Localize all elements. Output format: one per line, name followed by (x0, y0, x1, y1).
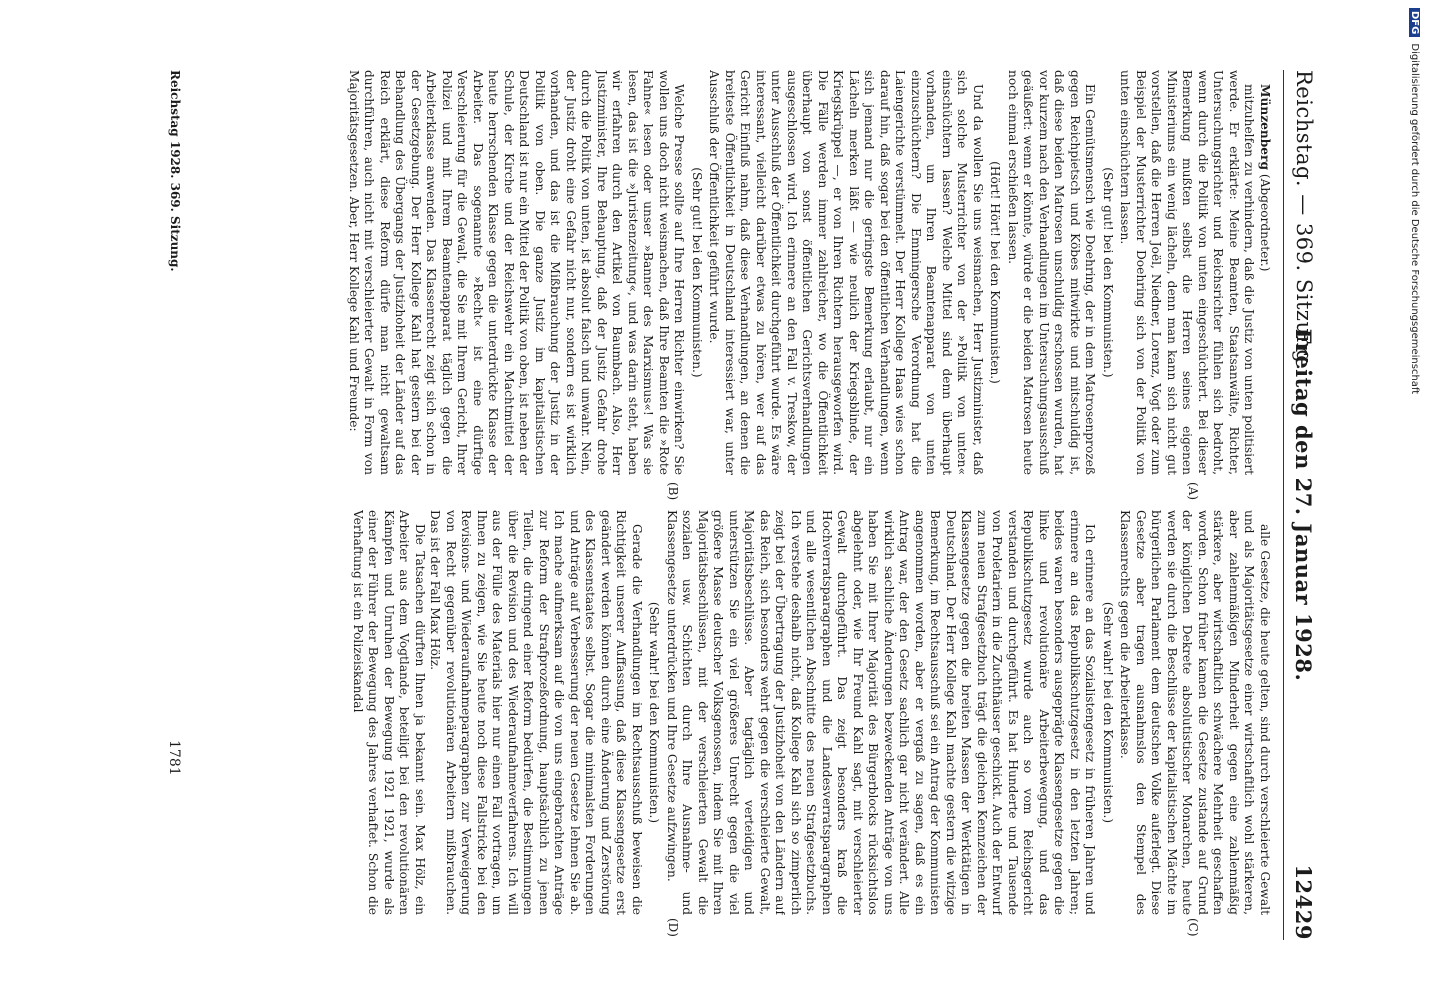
paragraph: Gerade die Verhandlungen im Rechtsausschuß beweisen die Richtigkeit unserer Auffassung, daß diese Klassengesetze erst geändert werden können durch eine Änderung und Zerstörung des Klassenstaates selbst. Sogar die minimalsten Forderungen und Anträge auf Verbesserung der neuen Gesetze lehnen Sie ab. Ich mache aufmerksam auf die von uns eingebrachten Anträge zur Reform der Strafprozeßordnung, hauptsächlich zu jenen Teilen, die dringend einer Reform bedürfen, die Bestimmungen über die Revision und des Wiederaufnahmeverfahrens. Ich will aus der Fülle des Materials hier nur einen Fall vortragen, um Ihnen zu zeigen, wie Sie heute noch diese Fallstricke bei den Revisions- und Wiederaufnahmeparagraphen zur Verweigerung von Recht gegenüber revolutionären Arbeitern mißbrauchen. Das ist der Fall Max Hölz. (428, 510, 644, 915)
paragraph: Ich erinnere an das Sozialistengesetz in früheren Jahren und erinnere an das Republikschutzgesetz in den letzten Jahren; beides waren besonders ausgeprägte Klassengesetze gegen die linke und revolutionäre Arbeiterbewegung, und das Republikschutzgesetz wurde auch so vom Reichsgericht verstanden und durchgeführt. Es hat Hunderte und Tausende von Proletariern in die Zuchthäuser geschickt. Auch der Entwurf zum neuen Strafgesetzbuch trägt die gleichen Kennzeichen der Klassengesetze gegen die breiten Massen der Werktätigen in Deutschland. Der Herr Kollege Kahl machte gestern die witzige Bemerkung, im Rechtsausschuß sei ein Antrag der Kommunisten angenommen worden, aber er vergaß zu sagen, daß es ein Antrag war, der den Gesetz sachlich gar nicht verändert. Alle wirklich sachliche Änderungen bezweckenden Anträge von uns haben Sie mit Ihrer Majorität des Bürgerblocks rücksichtslos abgelehnt oder, wie Ihr Freund Kahl sagt, mit verschleierter Gewalt durchgeführt. Das zeigt besonders kraß die Hochverratsparagraphen und die Landesverratsparagraphen und alle wesentlichen Abschnitte des neuen Strafgesetzbuchs. Ich verstehe deshalb nicht, daß Kollege Kahl sich so zimperlich zeigt bei der Übertragung der Justizhoheit von den Ländern auf das Reich, sich besonders wehrt gegen die verschleierte Gewalt, Majoritätsbeschlüsse. Aber tagtäglich verteidigen und unterstützen Sie ein viel größeres Unrecht gegen die viel größere Masse deutscher Volksgenossen, indem Sie mit Ihren Majoritätsbeschlüssen, mit der verschleierten Gewalt die sozialen usw. Schichten durch Ihre Ausnahme- und Klassengesetze unterdrücken und Ihre Gesetze aufzwingen. (665, 510, 1098, 915)
speaker-name: Münzenberg (1258, 84, 1272, 170)
credit-text: Digitalisierung gefördert durch die Deutsche Forschungsgemeinschaft (1409, 43, 1420, 395)
margin-marker-a: (A) (1186, 482, 1200, 501)
page-header (1286, 70, 1320, 940)
dfg-logo: DFG (1409, 8, 1420, 37)
interjection: (Sehr gut! bei den Kommunisten.) (1101, 167, 1115, 378)
header-page-number: 12429 (1291, 864, 1316, 940)
interjection: (Sehr wahr! bei den Kommunisten.) (1101, 601, 1115, 824)
speaker-line (1257, 70, 1273, 475)
interjection: (Sehr wahr! bei den Kommunisten.) (647, 601, 662, 824)
header-session: Reichstag. — 369. Sitzung. (1292, 70, 1316, 371)
header-rule (1283, 70, 1284, 940)
header-date: Freitag den 27. Januar 1928. (1291, 328, 1316, 682)
margin-marker-c: (C) (1186, 918, 1200, 937)
footer-session: Reichstag 1928. 369. Sitzung. (168, 70, 182, 272)
interjection: (Sehr gut! bei den Kommunisten.) (690, 167, 704, 378)
interjection: (Hört! Hört! bei den Kommunisten.) (988, 161, 1003, 384)
left-column (192, 70, 1272, 475)
footer-sheet-number: 1781 (166, 740, 182, 776)
paragraph: Ein Gemütsmensch wie Doehring, der in dem Matrosenprozeß gegen Reichpietsch und Köbes mitwirkte und mitschuldig ist, daß diese beiden Matrosen unschuldig erschossen wurden, hat vor kurzem nach den Verhandlungen im Untersuchungsausschuß geäußert: wenn er könnte, würde er die beiden Matrosen heute noch einmal erschießen lassen. (1006, 70, 1098, 475)
scanned-page (90, 70, 1320, 940)
paragraph: Welche Presse sollte auf Ihre Herren Richter einwirken? Sie wollen uns doch nicht weismachen, daß Ihre Beamten die »Rote Fahne« lesen oder unser »Banner des Marxismus«! Was sie lesen, das ist die »Juristenzeitung«, und was darin steht, haben wir erfahren durch den Artikel von Baumbach. Also, Herr Justizminister, Ihre Behauptung, daß der Justiz Gefahr drohe durch die Politik von unten, ist absolut falsch und unwahr. Nein, der Justiz droht eine Gefahr nicht nur, sondern es ist wirklich vorhanden, und das ist die Mißbrauchung der Justiz in der Politik von oben. Die ganze Justiz im kapitalistischen Deutschland ist nur ein Mittel der Politik von oben, ist neben der Schule, der Kirche und der Reichswehr ein Machtmittel der heute herrschenden Klasse gegen die unterdrückte Klasse der Arbeiter. Das sogenannte »Recht« ist eine dürftige Verschleierung für die Gewalt, die Sie mit Ihrem Gericht, Ihrer Polizei und mit Ihrem Beamtenapparat täglich gegen die Arbeiterklasse anwenden. Das Klassenrecht zeigt sich schon in der Gesetzgebung. Der Herr Kollege Kahl hat gestern bei der Behandlung des Übergangs der Justizhoheit der Länder auf das Reich erklärt, diese Reform dürfe man nicht gewaltsam durchführen, auch nicht mit verschleierter Gewalt in Form von Majoritätsgesetzen. Aber, Herr Kollege Kahl und Freunde: (347, 70, 687, 475)
paragraph: mitzuhelfen zu verhindern, daß die Justiz von unten politisiert werde. Er erklärte: Meine Beamten, Staatsanwälte, Richter, Untersuchungsrichter und Reichsrichter fühlen sich bedroht, wenn durch die Politik von unten eingeschüchtert. Bei dieser Bemerkung mußten selbst die Herren seines eigenen Ministeriums ein wenig lächeln, denn man kann sich nicht gut vorstellen, daß die Herren Joël, Niedner, Lorenz, Vogt oder zum Beispiel der Musterrichter Doehring sich von der Politik von unten einschüchtern lassen. (1118, 70, 1257, 475)
margin-marker-b: (B) (666, 482, 680, 501)
paragraph: Und da wollen Sie uns weismachen, Herr Justizminister, daß sich solche Musterrichter von der »Politik von unten« einschüchtern lassen? Welche Mittel sind denn überhaupt vorhanden, um Ihren Beamtenapparat von unten einzuschüchtern? Die Emmingersche Verordnung hat die Laiengerichte verstümmelt. Der Herr Kollege Haas wies schon darauf hin, daß sogar bei den öffentlichen Verhandlungen, wenn sich jemand nur die geringste Bemerkung erlaubt, nur ein Lächeln merken läßt — wie neulich der Kriegsblinde, der Kriegskrüppel —, er von Ihren Richtern herausgeworfen wird. Die Fälle werden immer zahlreicher, wo die Öffentlichkeit überhaupt von sonst öffentlichen Gerichtsverhandlungen ausgeschlossen wird. Ich erinnere an den Fall v. Treskow, der unter Ausschluß der Öffentlichkeit durchgeführt wurde. Es wäre interessant, vielleicht darüber etwas zu hören, wer auf das Gericht Einfluß nahm, daß diese Verhandlungen, an denen die breiteste Öffentlichkeit in Deutschland interessiert war, unter Ausschluß der Öffentlichkeit geführt wurde. (707, 70, 985, 475)
paragraph: Die Tatsachen dürften Ihnen ja bekannt sein. Max Hölz, ein Arbeiter aus dem Vogtlande, beteiligt bei den revolutionären Kämpfen und Unruhen der Bewegung 1921 1921, wurde als einer der Führer der Bewegung des Jahres verhaftet. Schon die Verhaftung ist ein Polizeiskandal (351, 510, 427, 915)
right-column (192, 510, 1272, 915)
speaker-role: (Abgeordneter.) (1258, 173, 1272, 272)
paragraph: alle Gesetze, die heute gelten, sind durch verschleierte Gewalt und als Majoritätsgesetze einer wirtschaftlich wohl stärkeren, aber zahlenmäßigen Minderheit gegen eine zahlenmäßig stärkere, aber wirtschaftlich schwächere Mehrheit geschaffen worden. Schon früher kamen die Gesetze zustande auf Grund der königlichen Dekrete absolutistischer Monarchen, heute werden sie durch die Beschlüsse der kapitalistischen Mächte im bürgerlichen Parlament dem deutschen Volke auferlegt. Diese Gesetze aber tragen ausnahmslos den Stempel des Klassenrechts gegen die Arbeiterklasse. (1118, 510, 1272, 915)
digitization-credit (1409, 8, 1420, 394)
margin-marker-d: (D) (666, 918, 680, 937)
